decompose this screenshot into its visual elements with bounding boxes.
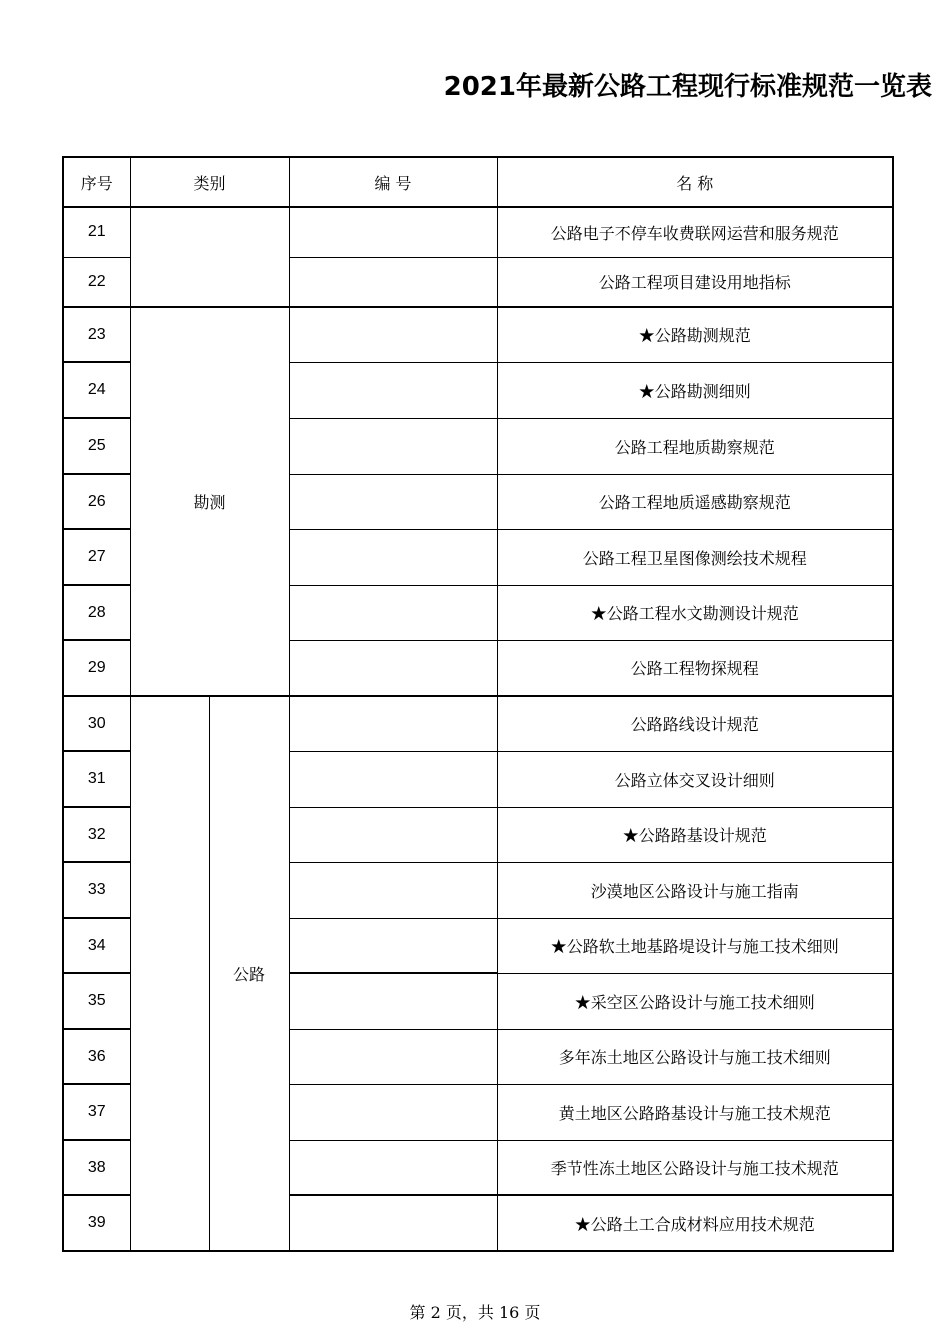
row-name: 公路工程项目建设用地指标 [497,257,893,307]
row-code [289,1195,497,1251]
row-code [289,640,497,696]
row-code [289,307,497,362]
row-name: 黄土地区公路路基设计与施工技术规范 [497,1084,893,1140]
row-code [289,696,497,751]
header-category: 类别 [130,157,289,207]
row-name: 公路工程地质遥感勘察规范 [497,474,893,529]
row-name: ★采空区公路设计与施工技术细则 [497,973,893,1029]
header-code: 编 号 [289,157,497,207]
row-seq: 27 [63,529,130,585]
row-name: ★公路勘测细则 [497,362,893,418]
row-code [289,751,497,807]
row-seq: 38 [63,1140,130,1195]
row-code [289,257,497,307]
standards-table-container [62,156,892,1252]
row-name: ★公路路基设计规范 [497,807,893,862]
row-seq: 34 [63,918,130,973]
category-cell [130,207,289,307]
row-seq: 32 [63,807,130,862]
row-name: 公路工程地质勘察规范 [497,418,893,474]
row-seq: 26 [63,474,130,529]
row-seq: 36 [63,1029,130,1084]
row-seq: 29 [63,640,130,696]
row-name: 沙漠地区公路设计与施工指南 [497,862,893,918]
row-code [289,1140,497,1195]
row-code [289,529,497,585]
table-row [63,307,893,362]
row-seq: 30 [63,696,130,751]
row-seq: 24 [63,362,130,418]
row-code [289,362,497,418]
table-row [63,696,893,751]
row-seq: 25 [63,418,130,474]
row-name: ★公路软土地基路堤设计与施工技术细则 [497,918,893,973]
row-name: 公路工程物探规程 [497,640,893,696]
row-code [289,918,497,973]
row-code [289,862,497,918]
row-seq: 39 [63,1195,130,1251]
standards-table [62,156,894,1252]
row-code [289,1029,497,1084]
row-code [289,585,497,640]
row-seq: 33 [63,862,130,918]
row-code [289,807,497,862]
page-title: 2021年最新公路工程现行标准规范一览表 [443,72,932,102]
row-name: 季节性冻土地区公路设计与施工技术规范 [497,1140,893,1195]
row-seq: 21 [63,207,130,257]
row-code [289,418,497,474]
row-seq: 22 [63,257,130,307]
row-seq: 28 [63,585,130,640]
table-header-row [63,157,893,207]
header-name: 名 称 [497,157,893,207]
row-name: 多年冻土地区公路设计与施工技术细则 [497,1029,893,1084]
row-code [289,1084,497,1140]
row-name: 公路工程卫星图像测绘技术规程 [497,529,893,585]
category-subcolumn-blank [130,696,209,1251]
row-name: ★公路工程水文勘测设计规范 [497,585,893,640]
row-seq: 37 [63,1084,130,1140]
category-cell: 勘测 [130,307,289,696]
page-footer: 第 2 页，共 16 页 [409,1303,541,1322]
row-name: 公路电子不停车收费联网运营和服务规范 [497,207,893,257]
category-cell: 公路 [209,696,289,1251]
row-name: 公路立体交叉设计细则 [497,751,893,807]
row-name: ★公路土工合成材料应用技术规范 [497,1195,893,1251]
row-seq: 23 [63,307,130,362]
row-seq: 31 [63,751,130,807]
header-seq: 序号 [63,157,130,207]
row-name: 公路路线设计规范 [497,696,893,751]
row-name: ★公路勘测规范 [497,307,893,362]
table-row [63,207,893,257]
row-code [289,207,497,257]
row-seq: 35 [63,973,130,1029]
row-code [289,474,497,529]
row-code [289,973,497,1029]
